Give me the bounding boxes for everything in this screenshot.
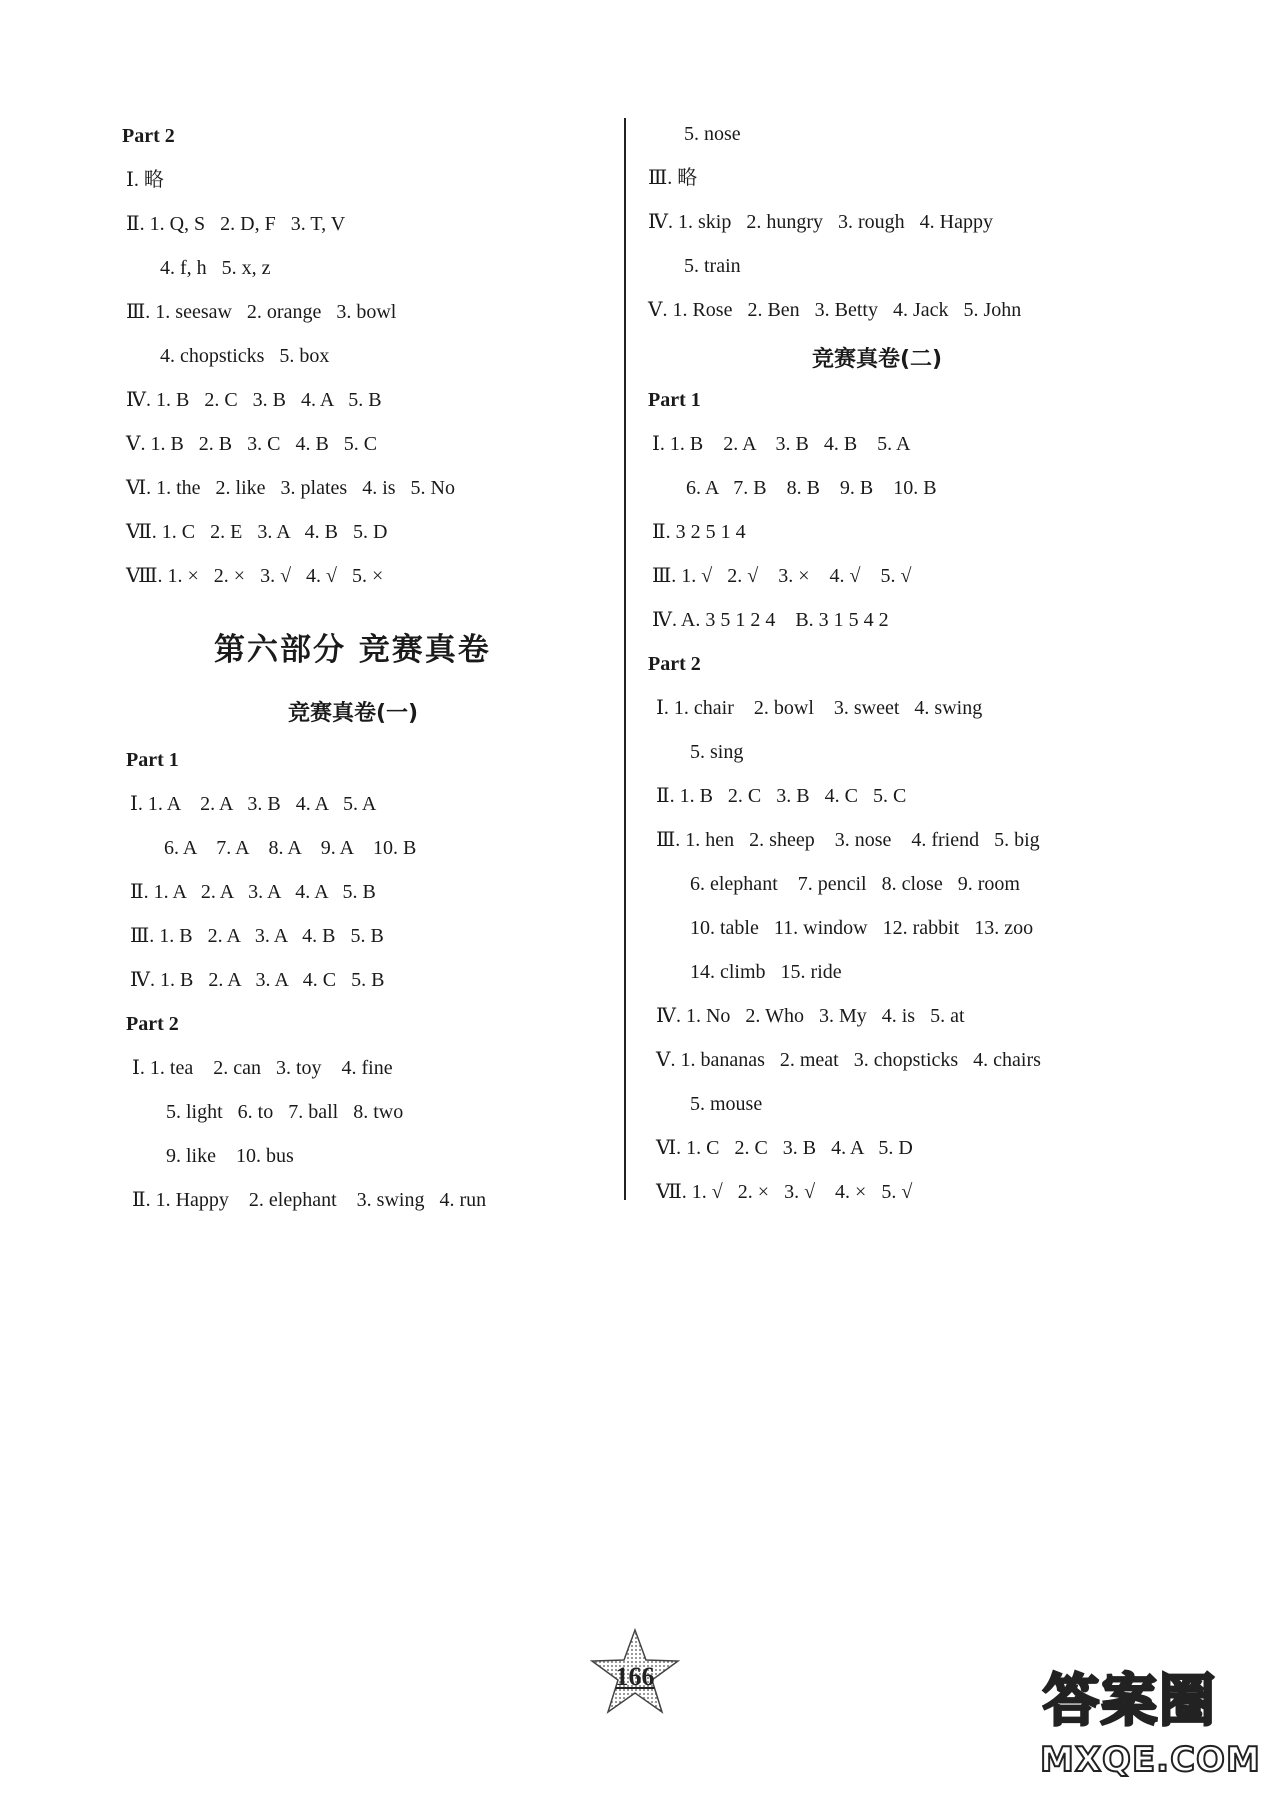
answer-line: 4. f, h 5. x, z: [160, 257, 271, 279]
page-number-badge: [590, 1628, 680, 1716]
answer-line: Ⅳ. 1. No 2. Who 3. My 4. is 5. at: [656, 1005, 965, 1027]
answer-line: 9. like 10. bus: [166, 1145, 294, 1167]
answer-line: 6. A 7. B 8. B 9. B 10. B: [686, 477, 937, 499]
answer-line: Ⅴ. 1. bananas 2. meat 3. chopsticks 4. chairs: [656, 1049, 1041, 1071]
answer-line: Ⅳ. A. 3 5 1 2 4 B. 3 1 5 4 2: [652, 609, 889, 631]
answer-line: 5. nose: [684, 123, 741, 145]
answer-line: Ⅷ. 1. × 2. × 3. √ 4. √ 5. ×: [126, 565, 384, 587]
answer-line: Ⅱ. 1. Happy 2. elephant 3. swing 4. run: [132, 1189, 487, 1211]
answer-line: Ⅲ. 1. seesaw 2. orange 3. bowl: [126, 301, 397, 323]
answer-line: 10. table 11. window 12. rabbit 13. zoo: [690, 917, 1034, 939]
answer-line: 5. mouse: [690, 1093, 763, 1115]
sub-title: 竞赛真卷(一): [288, 701, 419, 726]
answer-line: 5. train: [684, 255, 741, 277]
answer-line: Ⅱ. 1. B 2. C 3. B 4. C 5. C: [656, 785, 907, 807]
part-heading: Part 1: [126, 749, 179, 771]
site-watermark-logo: [1040, 1669, 1261, 1788]
sub-title: 竞赛真卷(二): [812, 347, 943, 372]
answer-line: Ⅲ. 1. B 2. A 3. A 4. B 5. B: [130, 925, 384, 947]
answer-line: Ⅰ. 1. A 2. A 3. B 4. A 5. A: [130, 793, 377, 815]
watermark-top-text: 答案圈: [1043, 1669, 1217, 1734]
answer-line: Ⅲ. 1. √ 2. √ 3. × 4. √ 5. √: [652, 565, 912, 587]
answer-line: 6. A 7. A 8. A 9. A 10. B: [164, 837, 417, 859]
column-divider: [624, 118, 626, 1200]
answer-line: Ⅴ. 1. B 2. B 3. C 4. B 5. C: [126, 433, 378, 455]
answer-line: Ⅶ. 1. √ 2. × 3. √ 4. × 5. √: [656, 1181, 913, 1203]
answer-line: Ⅵ. 1. the 2. like 3. plates 4. is 5. No: [126, 477, 455, 499]
answer-line: Ⅳ. 1. skip 2. hungry 3. rough 4. Happy: [648, 211, 993, 233]
answer-line: 5. light 6. to 7. ball 8. two: [166, 1101, 404, 1123]
answer-line: Ⅳ. 1. B 2. A 3. A 4. C 5. B: [130, 969, 385, 991]
answer-line: Ⅱ. 1. Q, S 2. D, F 3. T, V: [126, 213, 346, 235]
part-heading: Part 2: [648, 653, 701, 675]
answer-line: Ⅲ. 1. hen 2. sheep 3. nose 4. friend 5. big: [656, 829, 1040, 851]
page-number: 166: [615, 1662, 655, 1691]
answer-line: Ⅰ. 1. B 2. A 3. B 4. B 5. A: [652, 433, 911, 455]
section-title: 第六部分 竞赛真卷: [214, 632, 491, 668]
answer-line: Ⅱ. 3 2 5 1 4: [652, 521, 746, 543]
answer-line: Ⅵ. 1. C 2. C 3. B 4. A 5. D: [656, 1137, 913, 1159]
answer-line: 14. climb 15. ride: [690, 961, 842, 983]
answer-line: Ⅴ. 1. Rose 2. Ben 3. Betty 4. Jack 5. John: [648, 299, 1022, 321]
part-heading: Part 2: [126, 1013, 179, 1035]
answer-line: Ⅶ. 1. C 2. E 3. A 4. B 5. D: [126, 521, 388, 543]
part-heading: Part 1: [648, 389, 701, 411]
answer-line: Ⅰ. 1. chair 2. bowl 3. sweet 4. swing: [656, 697, 983, 719]
answer-line: Ⅲ. 略: [648, 167, 698, 189]
answer-line: Ⅱ. 1. A 2. A 3. A 4. A 5. B: [130, 881, 376, 903]
answer-line: 5. sing: [690, 741, 744, 763]
watermark-bottom-text: MXQE.COM: [1040, 1740, 1261, 1780]
part-heading: Part 2: [122, 125, 175, 147]
answer-line: Ⅰ. 略: [126, 169, 164, 191]
answer-line: Ⅰ. 1. tea 2. can 3. toy 4. fine: [132, 1057, 393, 1079]
answer-line: Ⅳ. 1. B 2. C 3. B 4. A 5. B: [126, 389, 382, 411]
answer-line: 6. elephant 7. pencil 8. close 9. room: [690, 873, 1020, 895]
answer-line: 4. chopsticks 5. box: [160, 345, 330, 367]
